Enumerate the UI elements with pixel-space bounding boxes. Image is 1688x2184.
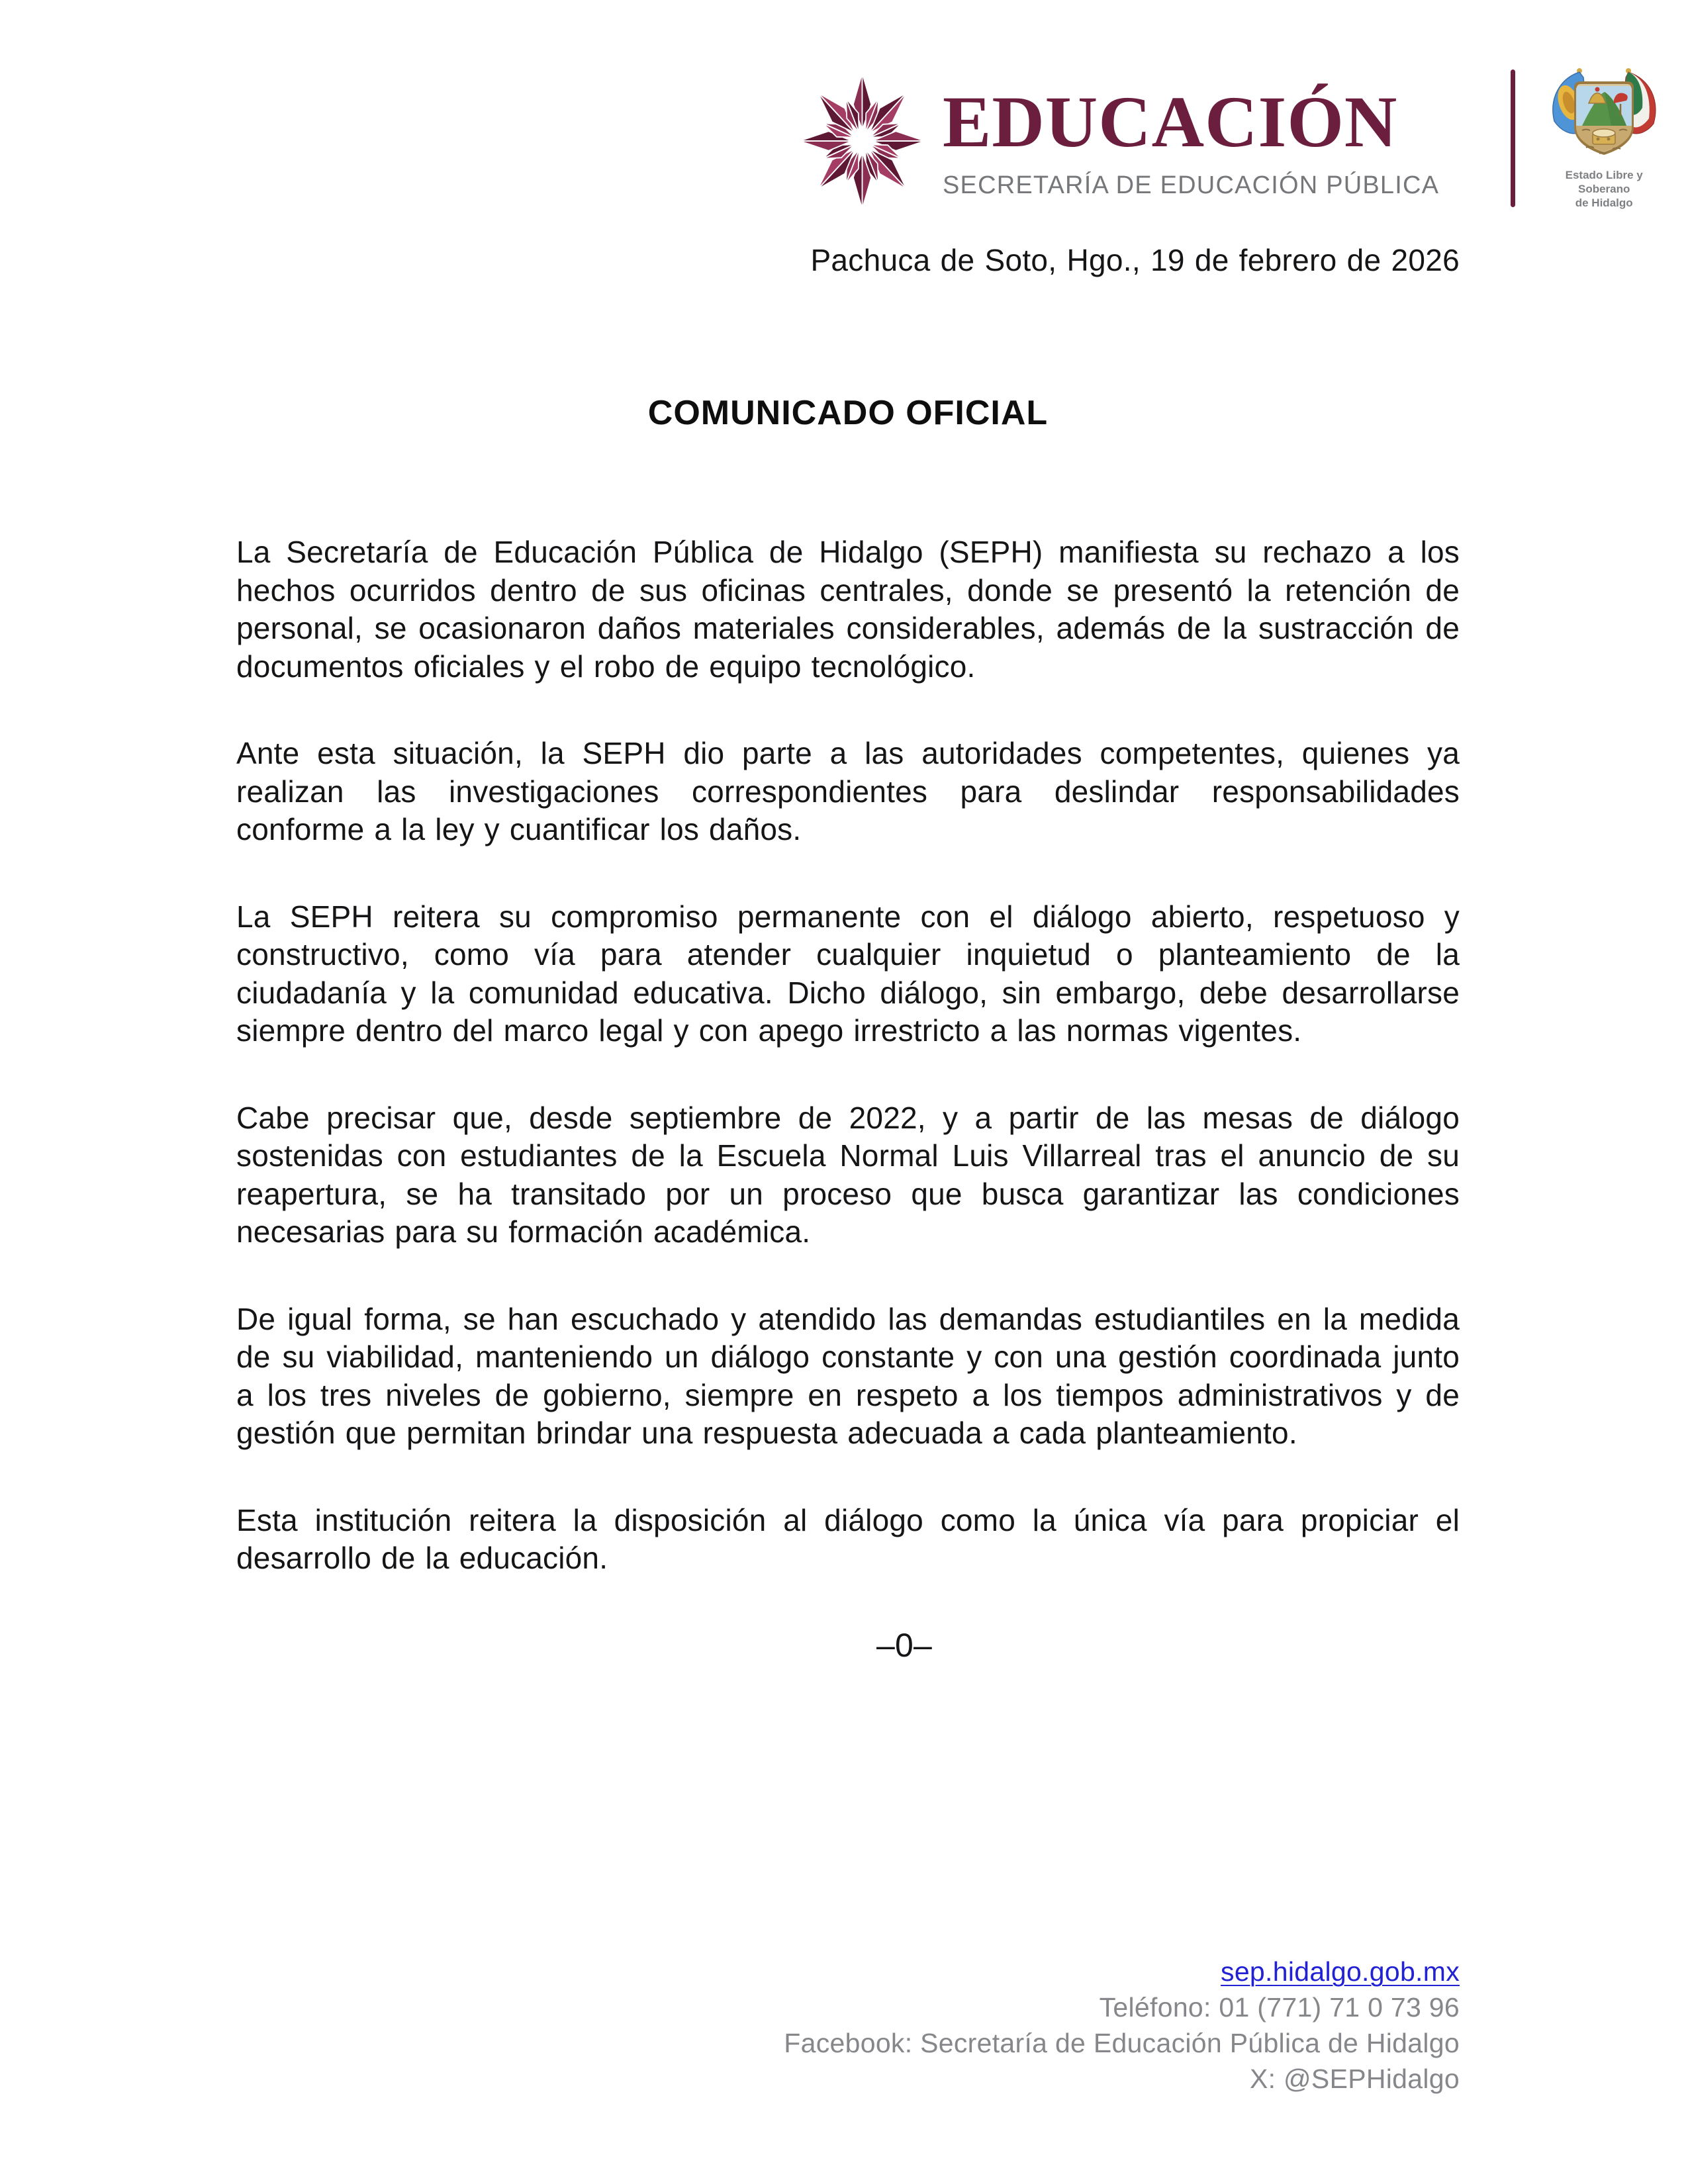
crest-caption-line1: Estado Libre y Soberano <box>1565 169 1643 195</box>
crest-caption <box>1540 168 1667 210</box>
footer-website-line <box>236 1954 1460 1989</box>
document-title: COMUNICADO OFICIAL <box>647 394 1049 432</box>
footer-facebook: Facebook: Secretaría de Educación Pública de Hidalgo <box>784 2028 1460 2058</box>
paragraph-6: Esta institución reitera la disposición al diálogo como la única vía para propiciar el desarrollo de la educación. <box>236 1502 1460 1575</box>
paragraph-4: Cabe precisar que, desde septiembre de 2022, y a partir de las mesas de diálogo sostenidas con estudiantes de la Escuela Normal Luis Villarreal tras el anuncio de su reapertura, se ha transitado por un proceso que busca garantizar las condiciones necesarias para su formación académica. <box>236 1100 1460 1249</box>
paragraph-1: La Secretaría de Educación Pública de Hidalgo (SEPH) manifiesta su rechazo a los hechos ocurridos dentro de sus oficinas centrales, donde se presentó la retención de personal, se ocasionaron daños materiales considerables, además de la sustracción de documentos oficiales y el robo de equipo tecnológico. <box>236 535 1460 684</box>
paragraph-2: Ante esta situación, la SEPH dio parte a las autoridades competentes, quienes ya realizan las investigaciones correspondientes para deslindar responsabilidades conforme a la ley y cuantificar los daños. <box>236 736 1460 846</box>
hidalgo-crest-block <box>1540 63 1667 210</box>
website-link[interactable]: sep.hidalgo.gob.mx <box>1221 1956 1460 1987</box>
header-divider <box>1511 69 1515 207</box>
sep-wordmark: EDUCACIÓN <box>943 81 1398 162</box>
paragraph-5: De igual forma, se han escuchado y atendido las demandas estudiantiles en la medida de su viabilidad, manteniendo un diálogo constante y con una gestión coordinada junto a los tres niveles de gobierno, siempre en respeto a los tiempos administrativos y de gestión que permitan brindar una respuesta adecuada a cada planteamiento. <box>236 1301 1460 1450</box>
footer-phone: Teléfono: 01 (771) 71 0 73 96 <box>1099 1992 1460 2023</box>
sep-logo-block <box>943 81 1440 200</box>
dateline: Pachuca de Soto, Hgo., 19 de febrero de 2026 <box>810 243 1460 277</box>
footer-x-handle: X: @SEPHidalgo <box>1249 2064 1460 2094</box>
footer <box>236 1954 1460 2097</box>
closing-mark: –0– <box>876 1626 933 1664</box>
header <box>798 63 1667 211</box>
sep-subtitle: SECRETARÍA DE EDUCACIÓN PÚBLICA <box>943 171 1440 199</box>
hidalgo-coat-of-arms-icon <box>1540 63 1667 162</box>
paragraph-3: La SEPH reitera su compromiso permanente con el diálogo abierto, respetuoso y constructivo, como vía para atender cualquier inquietud o planteamiento de la ciudadanía y la comunidad educativa. Dicho diálogo, sin embargo, debe desarrollarse siempre dentro del marco legal y con apego irrestricto a las normas vigentes. <box>236 899 1460 1048</box>
crest-caption-line2: de Hidalgo <box>1575 197 1633 209</box>
body-text <box>236 533 1460 1664</box>
sep-star-icon <box>798 71 927 211</box>
